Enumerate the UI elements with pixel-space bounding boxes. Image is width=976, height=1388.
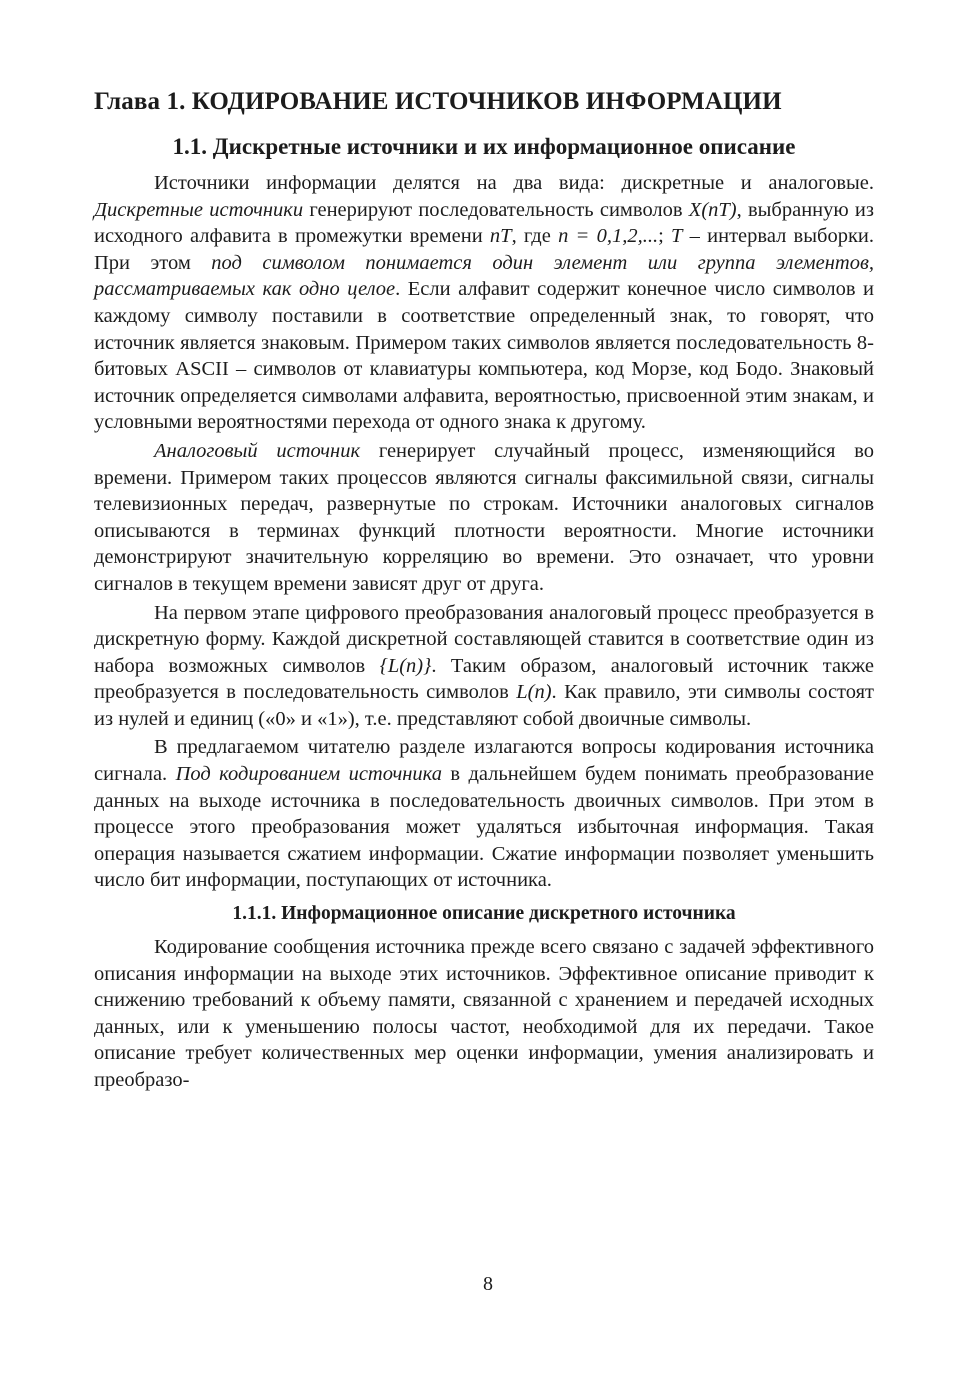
chapter-title: Глава 1. КОДИРОВАНИЕ ИСТОЧНИКОВ ИНФОРМАЦИИ [94,88,782,115]
subsection-title: 1.1.1. Информационное описание дискретного источника [232,903,736,925]
document-page [94,86,874,1094]
page-number: 8 [483,1273,493,1295]
formula-l-n: L(n) [516,681,552,704]
formula-t: T [671,225,683,248]
paragraph-discrete-sources: Источники информации делятся на два вида: дискретные и аналоговые. Дискретные источники генерируют последовательность символов X(nT), выбранную из исходного алфавита в промежутки времени nT, где n = 0,1,2,...; T – интервал выборки. При этом под символом понимается один элемент или группа элементов, рассматриваемых как одно целое. Если алфавит содержит конечное число символов и каждому символу поставили в соответствие определенный знак, то говорят, что источник является знаковым. Примером таких символов является последовательность 8-битовых ASCII – символов от клавиатуры компьютера, код Морзе, код Бодо. Знаковый источник определяется символами алфавита, вероятностью, присвоенной этим знакам, и условными вероятностями перехода от одного знака к другому. [94,172,874,434]
section-title: 1.1. Дискретные источники и их информационное описание [172,134,796,159]
formula-nt: nT [489,225,512,248]
paragraph-source-coding: В предлагаемом читателю разделе излагаются вопросы кодирования источника сигнала. Под кодированием источника в дальнейшем будем понимать преобразование данных на выходе источника в последовательность двоичных символов. При этом в процессе этого преобразования может удаляться избыточная информация. Такая операция называется сжатием информации. Сжатие информации позволяет уменьшить число бит информации, поступающих от источника. [94,736,874,892]
formula-x-nt: X(nT) [688,198,737,221]
paragraph-analog-source: Аналоговый источник генерирует случайный процесс, изменяющийся во времени. Примером таких процессов являются сигналы факсимильной связи, сигналы телевизионных передач, развернутые по строкам. Источники аналоговых сигналов описываются в терминах функций плотности вероятности. Многие источники демонстрируют значительную корреляцию во времени. Это означает, что уровни сигналов в текущем времени зависят друг от друга. [94,439,875,595]
paragraph-digital-conversion: На первом этапе цифрового преобразования аналоговый процесс преобразуется в дискретную форму. Каждой дискретной составляющей ставится в соответствие один из набора возможных символов {L(n)}. Таким образом, аналоговый источник также преобразуется в последовательность символов L(n). Как правило, эти символы состоят из нулей и единиц («0» и «1»), т.е. представляют собой двоичные символы. [94,601,874,730]
paragraph-coding-description: Кодирование сообщения источника прежде всего связано с задачей эффективного описания информации на выходе этих источников. Эффективное описание приводит к снижению требований к объему памяти, связанной с хранением и передачей исходных данных, или к уменьшению полосы частот, необходимой для их передачи. Такое описание требует количественных мер оценки информации, умения анализировать и преобразо- [94,936,874,1091]
formula-set-l-n: {L(n)} [379,654,432,677]
formula-n-range: n = 0,1,2,... [558,225,659,248]
